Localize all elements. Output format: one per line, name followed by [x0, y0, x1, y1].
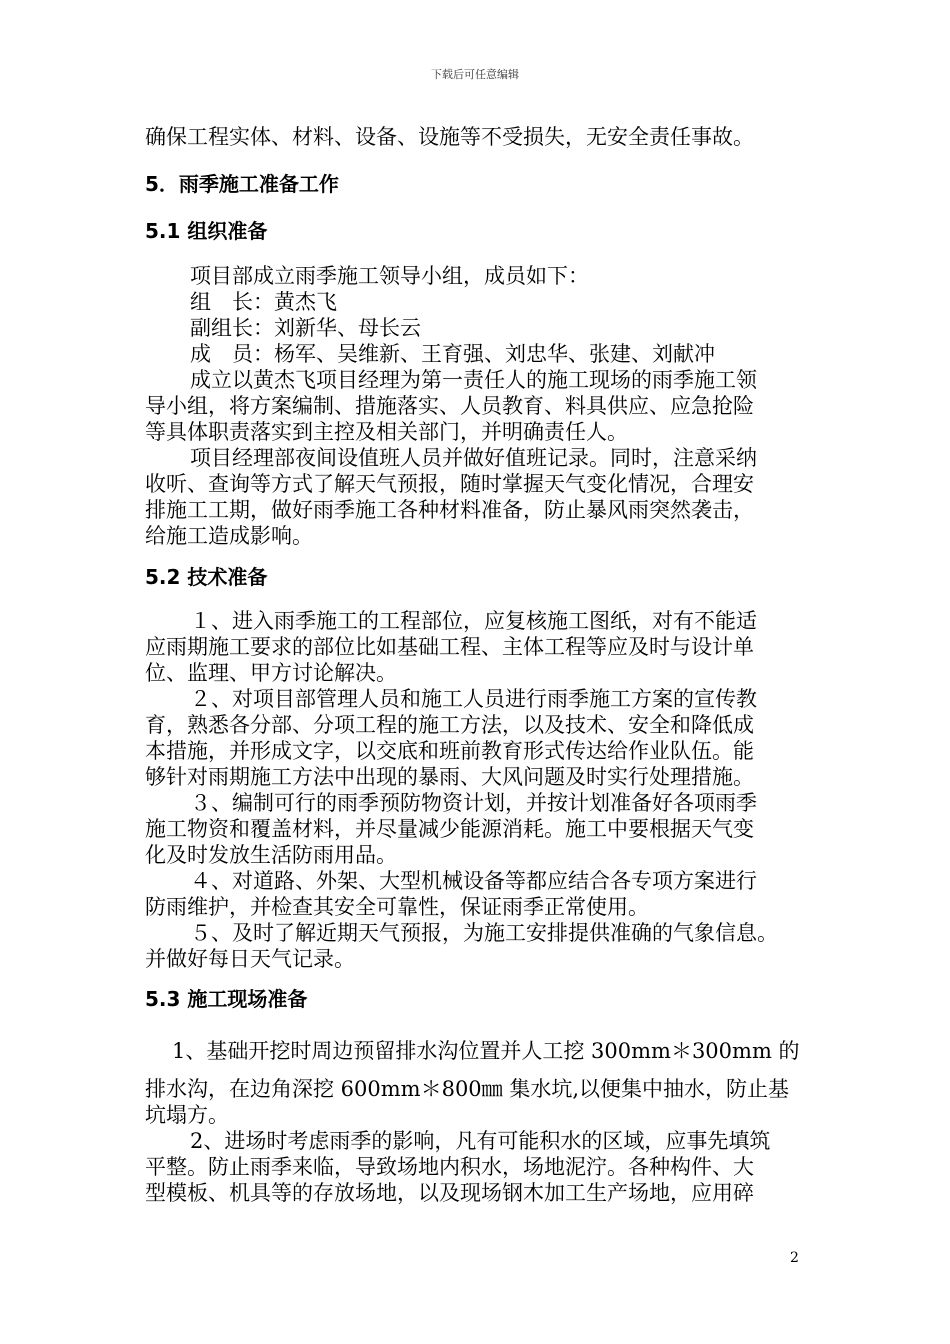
section-heading: 5．雨季施工准备工作: [145, 172, 339, 196]
paragraph-line: 平整。防止雨季来临，导致场地内积水，场地泥泞。各种构件、大: [145, 1155, 754, 1179]
paragraph-line: 给施工造成影响。: [145, 524, 313, 548]
paragraph-line: 成立以黄杰飞项目经理为第一责任人的施工现场的雨季施工领: [190, 368, 757, 392]
page-number: 2: [790, 1250, 799, 1266]
paragraph-line: 并做好每日天气记录。: [145, 947, 355, 971]
page-header: 下载后可任意编辑: [431, 68, 519, 81]
paragraph-line: １、进入雨季施工的工程部位，应复核施工图纸，对有不能适: [190, 609, 757, 633]
paragraph-line: 项目经理部夜间设值班人员并做好值班记录。同时，注意采纳: [190, 446, 757, 470]
paragraph-line: 确保工程实体、材料、设备、设施等不受损失，无安全责任事故。: [145, 125, 754, 149]
subsection-heading: 5.1 组织准备: [145, 219, 268, 243]
paragraph-line: ２、对项目部管理人员和施工人员进行雨季施工方案的宣传教: [190, 687, 757, 711]
paragraph-line: 育，熟悉各分部、分项工程的施工方法，以及技术、安全和降低成: [145, 713, 754, 737]
paragraph-line: 位、监理、甲方讨论解决。: [145, 661, 397, 685]
paragraph-line: 化及时发放生活防雨用品。: [145, 843, 397, 867]
paragraph-line: ３、编制可行的雨季预防物资计划，并按计划准备好各项雨季: [190, 791, 757, 815]
paragraph-line: 本措施，并形成文字，以交底和班前教育形式传达给作业队伍。能: [145, 739, 754, 763]
paragraph-line: 收听、查询等方式了解天气预报，随时掌握天气变化情况，合理安: [145, 472, 754, 496]
paragraph-line: 成 员：杨军、吴维新、王育强、刘忠华、张建、刘献冲: [190, 342, 715, 366]
paragraph-line: 够针对雨期施工方法中出现的暴雨、大风问题及时实行处理措施。: [145, 765, 754, 789]
paragraph-line: 项目部成立雨季施工领导小组，成员如下：: [190, 264, 589, 288]
paragraph-line: 排水沟，在边角深挖 600mm＊800㎜ 集水坑,以便集中抽水，防止基: [145, 1077, 790, 1101]
paragraph-line: 组 长：黄杰飞: [190, 290, 337, 314]
paragraph-line: 应雨期施工要求的部位比如基础工程、主体工程等应及时与设计单: [145, 635, 754, 659]
paragraph-line: 坑塌方。: [145, 1103, 229, 1127]
paragraph-line: 防雨维护，并检查其安全可靠性，保证雨季正常使用。: [145, 895, 649, 919]
paragraph-line: 等具体职责落实到主控及相关部门，并明确责任人。: [145, 420, 628, 444]
paragraph-line: 排施工工期，做好雨季施工各种材料准备，防止暴风雨突然袭击，: [145, 498, 754, 522]
paragraph-line: ４、对道路、外架、大型机械设备等都应结合各专项方案进行: [190, 869, 757, 893]
paragraph-line: 2、进场时考虑雨季的影响，凡有可能积水的区域，应事先填筑: [190, 1129, 771, 1153]
paragraph-line: 型模板、机具等的存放场地，以及现场钢木加工生产场地，应用碎: [145, 1181, 754, 1205]
paragraph-line: 1、基础开挖时周边预留排水沟位置并人工挖 300mm＊300mm 的: [172, 1039, 800, 1063]
subsection-heading: 5.2 技术准备: [145, 565, 268, 589]
paragraph-line: 副组长：刘新华、母长云: [190, 316, 421, 340]
subsection-heading: 5.3 施工现场准备: [145, 987, 308, 1011]
paragraph-line: ５、及时了解近期天气预报，为施工安排提供准确的气象信息。: [190, 921, 778, 945]
paragraph-line: 施工物资和覆盖材料，并尽量减少能源消耗。施工中要根据天气变: [145, 817, 754, 841]
paragraph-line: 导小组，将方案编制、措施落实、人员教育、料具供应、应急抢险: [145, 394, 754, 418]
